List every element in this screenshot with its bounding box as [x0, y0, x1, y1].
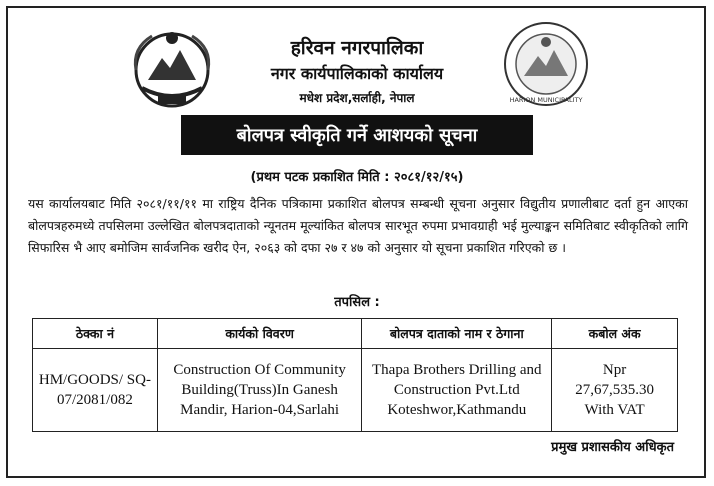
notice-title — [181, 115, 533, 155]
address: मधेश प्रदेश,सर्लाही, नेपाल — [299, 91, 415, 105]
header-bidder: बोलपत्र दाताको नाम र ठेगाना — [362, 319, 552, 349]
first-published-date: (प्रथम पटक प्रकाशित मिति : २०८१/१२/१५) — [250, 170, 464, 185]
amount-vat-note: With VAT — [584, 402, 645, 418]
details-heading: तपसिल : — [334, 295, 380, 310]
cell-description: Construction Of Community Building(Truss)In Ganesh Mandir, Harion-04,Sarlahi — [157, 349, 362, 432]
table-header-row — [33, 319, 678, 349]
cell-contract-no: HM/GOODS/ SQ-07/2081/082 — [33, 349, 158, 432]
header-contract-no: ठेक्का नं — [33, 319, 158, 349]
seal-text: HARION MUNICIPALITY — [509, 96, 583, 104]
table-row — [33, 349, 678, 432]
header-description: कार्यको विवरण — [157, 319, 362, 349]
details-table — [32, 318, 678, 432]
cell-bidder: Thapa Brothers Drilling and Construction Pvt.Ltd Koteshwor,Kathmandu — [362, 349, 552, 432]
office-name: नगर कार्यपालिकाको कार्यालय — [270, 64, 444, 83]
cell-amount — [552, 349, 678, 432]
municipality-name: हरिवन नगरपालिका — [290, 37, 424, 59]
notice-body: यस कार्यालयबाट मिति २०८१/११/११ मा राष्ट्रिय दैनिक पत्रिकामा प्रकाशित बोलपत्र सम्बन्धी सूचना अनुसार विद्युतीय प्रणालीबाट दर्ता हुन आएका बोलपत्रहरुमध्ये तपसिलमा उल्लेखित बोलपत्रदाताको न्यूनतम मूल्यांकित बोलपत्र सारभूत रुपमा प्रभावग्राही भई मुल्याङ्कन समितिबाट स्वीकृतिको लागि सिफारिस भै आए बमोजिम सार्वजनिक खरीद ऐन, २०६३ को दफा २७ र ४७ को अनुसार यो सूचना प्रकाशित गरिएको छ । — [28, 196, 688, 255]
amount-value: 27,67,535.30 — [575, 382, 654, 398]
amount-currency: Npr — [602, 362, 627, 378]
header-amount: कबोल अंक — [552, 319, 678, 349]
notice-title-text: बोलपत्र स्वीकृति गर्ने आशयको सूचना — [236, 125, 478, 146]
signatory: प्रमुख प्रशासकीय अधिकृत — [551, 440, 674, 455]
